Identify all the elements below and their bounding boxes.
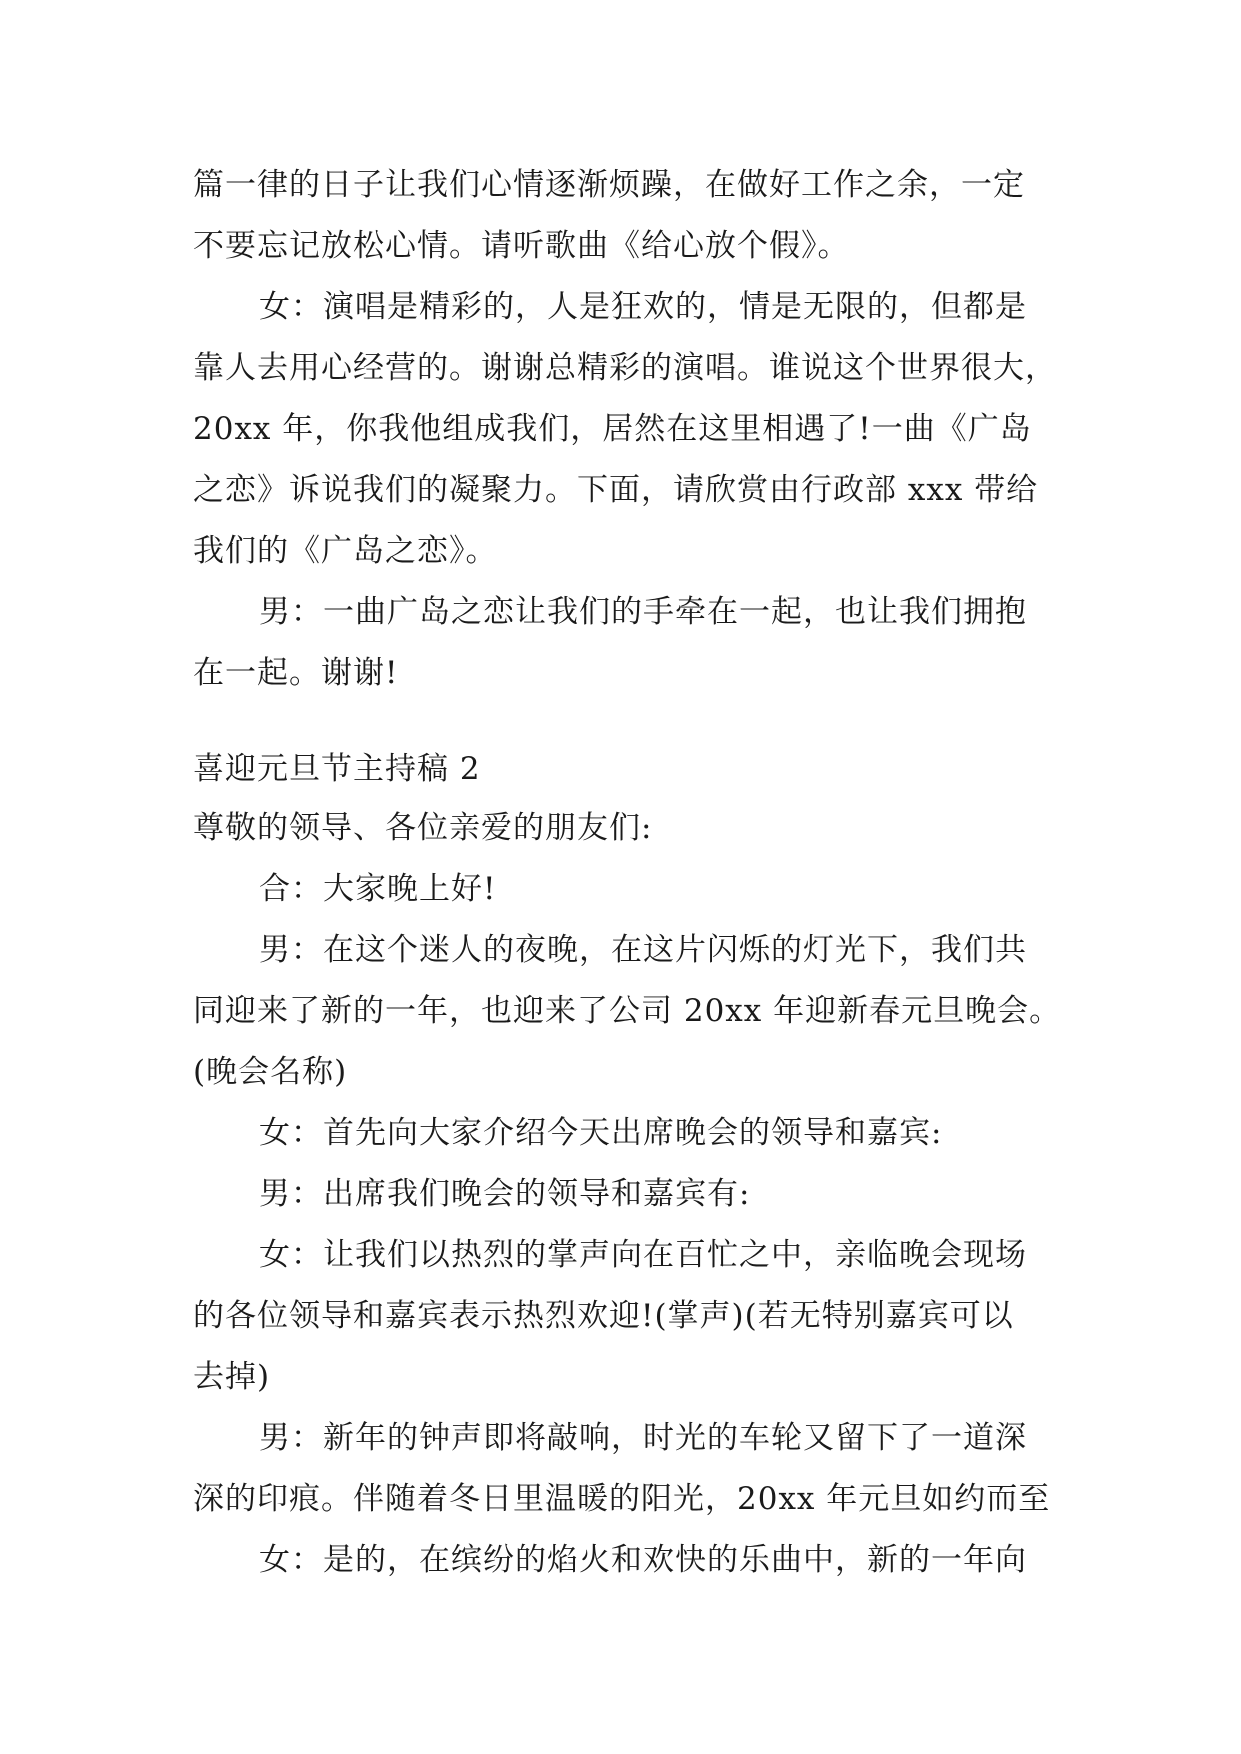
paragraph-line: 20xx 年，你我他组成我们，居然在这里相遇了!一曲《广岛 <box>193 411 1032 447</box>
paragraph-line: 女：首先向大家介绍今天出席晚会的领导和嘉宾: <box>259 1115 943 1151</box>
paragraph-line: 合：大家晚上好! <box>259 871 497 907</box>
paragraph-line: 我们的《广岛之恋》。 <box>193 533 498 569</box>
paragraph-line: 在一起。谢谢! <box>193 655 399 691</box>
paragraph-line: 女：是的，在缤纷的焰火和欢快的乐曲中，新的一年向 <box>259 1542 1027 1578</box>
section-title: 喜迎元旦节主持稿 2 <box>193 751 481 787</box>
paragraph-line: 深的印痕。伴随着冬日里温暖的阳光，20xx 年元旦如约而至 <box>193 1481 1051 1517</box>
paragraph-line: 同迎来了新的一年，也迎来了公司 20xx 年迎新春元旦晚会。 <box>193 993 1062 1029</box>
paragraph-line: 不要忘记放松心情。请听歌曲《给心放个假》。 <box>193 228 850 264</box>
paragraph-line: 靠人去用心经营的。谢谢总精彩的演唱。谁说这个世界很大， <box>193 350 1057 386</box>
paragraph-line: 男：新年的钟声即将敲响，时光的车轮又留下了一道深 <box>259 1420 1027 1456</box>
section-spacer <box>193 704 1073 744</box>
paragraph-line: 男：出席我们晚会的领导和嘉宾有: <box>259 1176 751 1212</box>
salutation: 尊敬的领导、各位亲爱的朋友们: <box>193 810 653 846</box>
paragraph-line: 女：让我们以热烈的掌声向在百忙之中，亲临晚会现场 <box>259 1237 1027 1273</box>
paragraph-line: 女：演唱是精彩的，人是狂欢的，情是无限的，但都是 <box>259 289 1027 325</box>
paragraph-line: (晚会名称) <box>193 1054 348 1090</box>
document-body <box>193 155 1073 1591</box>
paragraph-line: 篇一律的日子让我们心情逐渐烦躁，在做好工作之余，一定 <box>193 167 1025 203</box>
paragraph-line: 男：在这个迷人的夜晚，在这片闪烁的灯光下，我们共 <box>259 932 1027 968</box>
paragraph-line: 男：一曲广岛之恋让我们的手牵在一起，也让我们拥抱 <box>259 594 1027 630</box>
paragraph-line: 的各位领导和嘉宾表示热烈欢迎!(掌声)(若无特别嘉宾可以 <box>193 1298 1014 1334</box>
paragraph-line: 之恋》诉说我们的凝聚力。下面，请欣赏由行政部 xxx 带给 <box>193 472 1039 508</box>
paragraph-line: 去掉) <box>193 1359 271 1395</box>
